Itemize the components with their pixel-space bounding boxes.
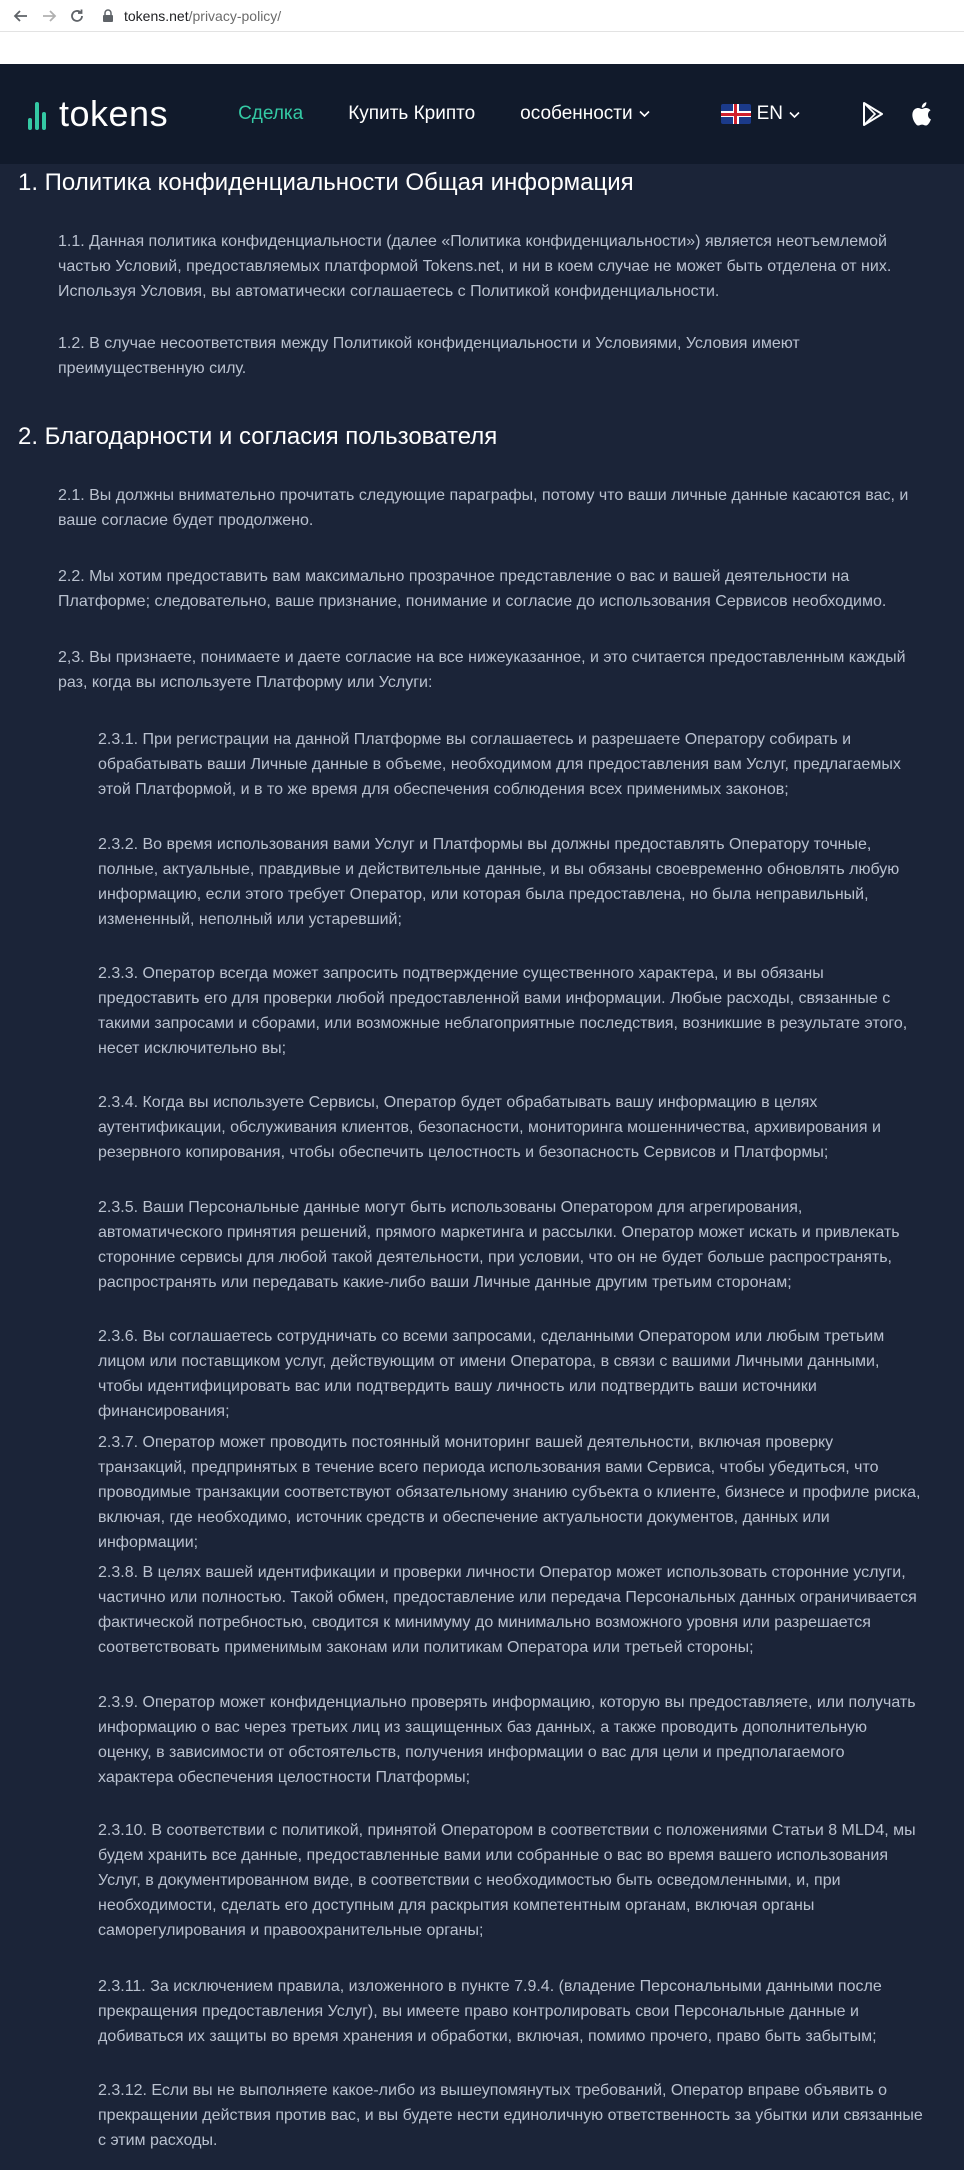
- subparagraph: 2.3.9. Оператор может конфиденциально проверять информацию, которую вы предоставляете, или получать информацию о вас через третьих лиц из защищенных баз данных, а также проводить дополнительную оценку, в зависимости от обстоятельств, получения информации о вас для цели и предполагаемого характера обеспечения целостности Платформы;: [98, 1694, 916, 1786]
- subparagraph: 2.3.6. Вы соглашаетесь сотрудничать со всеми запросами, сделанными Оператором или любым третьим лицом или поставщиком услуг, действующим от имени Оператора, в связи с вашими Личными данными, чтобы идентифицировать вас или подтвердить вашу личность или подтвердить ваши источники финансирования;: [98, 1328, 885, 1420]
- subparagraph: 2.3.3. Оператор всегда может запросить подтверждение существенного характера, и вы обязаны предоставить его для проверки любой предоставленной вами информации. Любые расходы, связанные с такими запросами и сборами, или возможные неблагоприятные последствия, возникшие в результате этого, несет исключительно вы;: [98, 965, 908, 1057]
- language-selector[interactable]: [721, 103, 800, 125]
- back-arrow-icon[interactable]: [10, 5, 32, 27]
- google-play-icon[interactable]: [860, 101, 886, 127]
- paragraph: 1.2. В случае несоответствия между Политикой конфиденциальности и Условиями, Условия имеют преимущественную силу.: [58, 335, 800, 377]
- nav-item-buy-crypto[interactable]: [348, 103, 475, 125]
- url-host: tokens.net: [124, 7, 189, 24]
- chevron-down-icon: [639, 107, 650, 121]
- main-nav: [238, 103, 721, 125]
- subparagraph: 2.3.1. При регистрации на данной Платформе вы соглашаетесь и разрешаете Оператору собирать и обрабатывать ваши Личные данные в объеме, необходимом для предоставления вам Услуг, предлагаемых этой Платформой, и в то же время для обеспечения соблюдения всех применимых законов;: [98, 731, 901, 798]
- subparagraph: 2.3.10. В соответствии с политикой, принятой Оператором в соответствии с положениями Статьи 8 MLD4, мы будем хранить все данные, предоставленные вами или собранные о вас во время вашего использования Услуг, в документированном виде, в соответствии с необходимостью быть осведомленными, и, при необходимости, сделать его доступным для раскрытия компетентным органам, включая органы саморегулирования и правоохранительные органы;: [98, 1822, 916, 1939]
- paragraph: 2,3. Вы признаете, понимаете и даете согласие на все нижеуказанное, и это считается предоставленным каждый раз, когда вы используете Платформу или Услуги:: [58, 649, 906, 691]
- subparagraph: 2.3.8. В целях вашей идентификации и проверки личности Оператор может использовать сторонние услуги, частично или полностью. Такой обмен, предоставление или передача Персональных данных ограничивается фактической потребностью, сводится к минимуму до минимально возможного уровня или разрешается соответствовать применимым законам или политикам Оператора или третьей стороны;: [98, 1564, 917, 1656]
- forward-arrow-icon[interactable]: [38, 5, 60, 27]
- subparagraph: 2.3.5. Ваши Персональные данные могут быть использованы Оператором для агрегирования, автоматического принятия решений, прямого маркетинга и рассылки. Оператор может искать и привлекать сторонние сервисы для любой такой деятельности, при условии, что он не будет больше распространять, распространять или передавать какие-либо ваши Личные данные другим третьим сторонам;: [98, 1199, 900, 1291]
- nav-item-label: особенности: [520, 103, 633, 124]
- site-header: [0, 64, 964, 164]
- subparagraph: 2.3.4. Когда вы используете Сервисы, Оператор будет обрабатывать вашу информацию в целях аутентификации, обслуживания клиентов, безопасности, мониторинга мошенничества, архивирования и резервного копирования, чтобы обеспечить целостность и безопасность Сервисов и Платформы;: [98, 1094, 881, 1161]
- lock-icon: [102, 9, 116, 23]
- subparagraph: 2.3.11. За исключением правила, изложенного в пункте 7.9.4. (владение Персональными данными после прекращения предоставления Услуг), вы имеете право контролировать свои Персональные данные и добиваться их защиты во время хранения и обработки, включая, помимо прочего, право быть забытым;: [98, 1978, 882, 2045]
- paragraph: 1.1. Данная политика конфиденциальности (далее «Политика конфиденциальности») является неотъемлемой частью Условий, предоставляемых платформой Tokens.net, и ни в коем случае не может быть отделена от них. Используя Условия, вы автоматически соглашаетесь с Политикой конфиденциальности.: [58, 233, 892, 300]
- nav-item-trade[interactable]: [238, 103, 303, 125]
- logo-text: tokens: [59, 93, 169, 134]
- section-title: 2. Благодарности и согласия пользователя: [18, 423, 498, 450]
- nav-item-features[interactable]: [520, 103, 649, 125]
- subparagraph: 2.3.2. Во время использования вами Услуг и Платформы вы должны предоставлять Оператору точные, полные, актуальные, правдивые и действительные данные, и вы обязаны своевременно обновлять любую информацию, если этого требует Оператор, или которая была предоставлена, но была неправильный, измененный, неполный или устаревший;: [98, 836, 900, 928]
- apple-icon[interactable]: [908, 101, 934, 127]
- logo[interactable]: [28, 93, 168, 135]
- chevron-down-icon: [789, 103, 800, 125]
- section-title: 1. Политика конфиденциальности Общая информация: [18, 169, 634, 196]
- paragraph: 2.1. Вы должны внимательно прочитать следующие параграфы, потому что ваши личные данные касаются вас, и ваше согласие будет продолжено.: [58, 487, 909, 529]
- page-top-gap: [0, 32, 964, 64]
- url-path: /privacy-policy/: [188, 7, 282, 24]
- nav-item-label: Купить Крипто: [348, 103, 476, 124]
- subparagraph: 2.3.7. Оператор может проводить постоянный мониторинг вашей деятельности, включая проверку транзакций, предпринятых в течение всего периода использования вами Сервиса, чтобы убедиться, что проводимые транзакции соответствуют обязательному знанию субъекта о клиенте, бизнесе и профиле риска, включая, где необходимо, источник средств и обеспечение актуальности документов, данных или информации;: [98, 1434, 921, 1551]
- reload-icon[interactable]: [66, 5, 88, 27]
- subparagraph: 2.3.12. Если вы не выполняете какое-либо из вышеупомянутых требований, Оператор вправе объявить о прекращении действия против вас, и вы будете нести единоличную ответственность за убытки или связанные с этим расходы.: [98, 2082, 923, 2149]
- language-code: EN: [756, 103, 783, 124]
- uk-flag-icon: [721, 104, 751, 124]
- nav-item-label: Сделка: [238, 103, 304, 124]
- logo-mark-icon: [28, 98, 49, 130]
- address-bar[interactable]: [102, 4, 281, 28]
- paragraph: 2.2. Мы хотим предоставить вам максимально прозрачное представление о вас и вашей деятельности на Платформе; следовательно, ваше признание, понимание и согласие до использования Сервисов необходимо.: [58, 568, 887, 610]
- browser-toolbar: [0, 0, 964, 32]
